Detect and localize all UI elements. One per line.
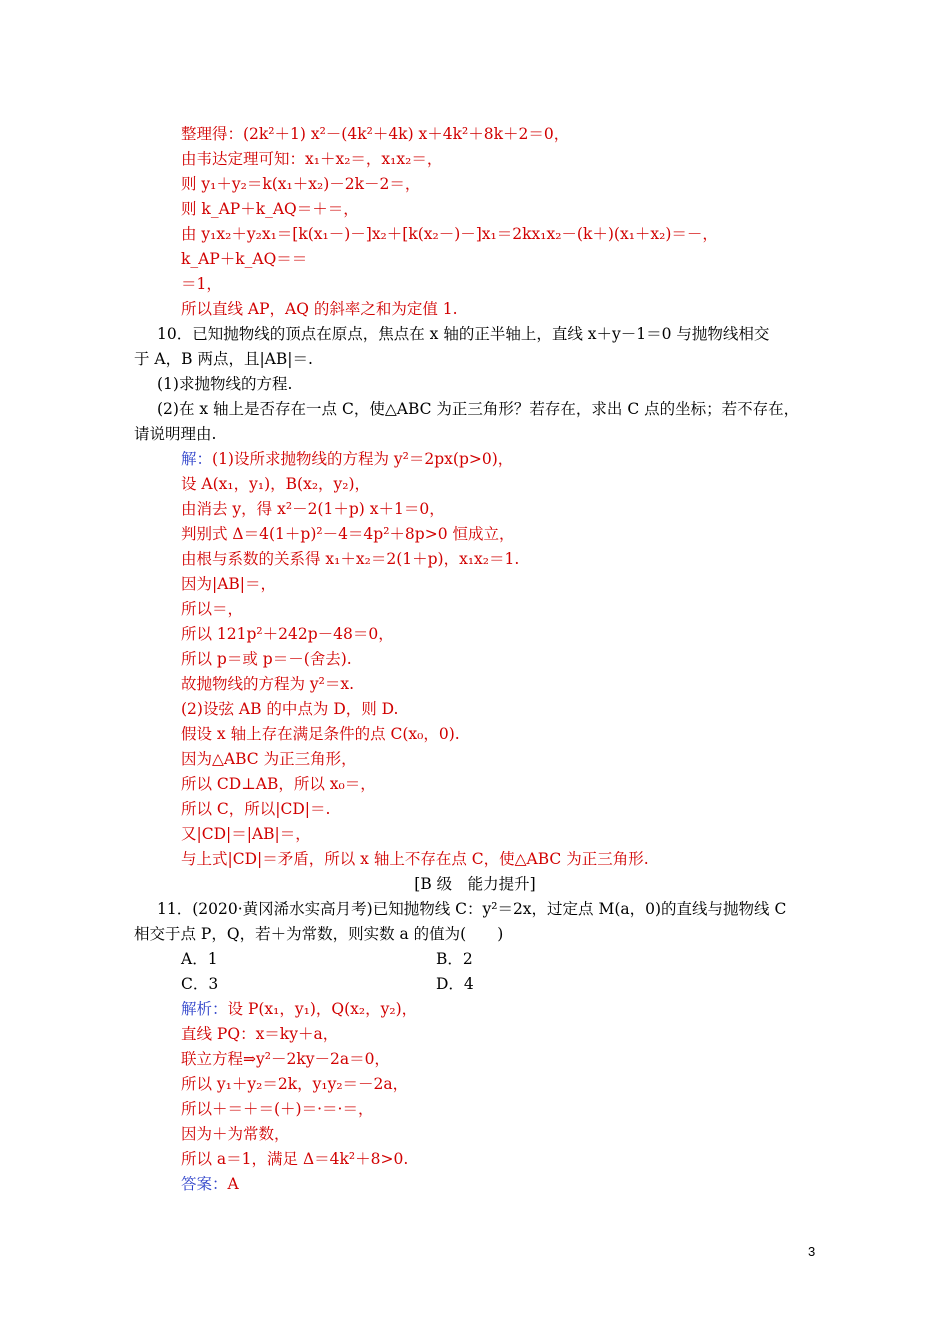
solution-line: 由 y₁x₂＋y₂x₁＝[k(x₁－)－]x₂＋[k(x₂－)－]x₁＝2kx₁x₂－(k＋)(x₁＋x₂)＝－， — [181, 225, 718, 243]
question-11-text: 11．(2020·黄冈浠水实高月考)已知抛物线 C：y²＝2x，过定点 M(a，0)的直线与抛物线 C — [157, 900, 787, 918]
solution-line: 判别式 Δ＝4(1＋p)²－4＝4p²＋8p>0 恒成立， — [181, 525, 515, 543]
solution-line: 所以＋＝＋＝(＋)＝·＝·＝， — [181, 1100, 374, 1118]
solution-line: 又|CD|＝|AB|＝， — [181, 825, 311, 843]
solution-line: 所以 121p²＋242p－48＝0， — [181, 625, 394, 643]
solution-line: 整理得：(2k²＋1) x²－(4k²＋4k) x＋4k²＋8k＋2＝0， — [181, 125, 570, 143]
solution-line: 则 y₁＋y₂＝k(x₁＋x₂)－2k－2＝， — [181, 175, 421, 193]
page-number: 3 — [808, 1244, 816, 1259]
solution-line: 所以 CD⊥AB，所以 x₀＝， — [181, 775, 376, 793]
solution-line: 设 P(x₁，y₁)，Q(x₂，y₂)， — [227, 1000, 418, 1018]
solution-line: 所以 C，所以|CD|＝. — [181, 800, 331, 818]
solution-label: 解： — [181, 450, 213, 468]
question-10-text-cont: 于 A，B 两点，且|AB|＝. — [134, 350, 313, 368]
solution-line: 联立方程⇒y²－2ky－2a＝0， — [181, 1050, 390, 1068]
answer-line — [181, 1174, 239, 1194]
solution-line: 因为△ABC 为正三角形， — [181, 750, 357, 768]
solution-line: 故抛物线的方程为 y²＝x. — [181, 675, 355, 693]
solution-line: k_AP＋k_AQ＝＝ — [181, 250, 308, 268]
question-10-part2-cont: 请说明理由. — [134, 425, 217, 443]
solution-line: 假设 x 轴上存在满足条件的点 C(x₀，0). — [181, 725, 460, 743]
analysis-label: 解析： — [181, 1000, 228, 1018]
question-10-part1: (1)求抛物线的方程. — [157, 375, 293, 393]
option-c: C．3 — [181, 975, 219, 993]
option-d: D．4 — [436, 975, 474, 993]
solution-line: 由韦达定理可知：x₁＋x₂＝，x₁x₂＝， — [181, 150, 443, 168]
solution-line: 则 k_AP＋k_AQ＝＋＝， — [181, 200, 359, 218]
solution-line: 由根与系数的关系得 x₁＋x₂＝2(1＋p)，x₁x₂＝1. — [181, 550, 520, 568]
answer-value: A — [227, 1175, 239, 1193]
solution-line: 直线 PQ：x＝ky＋a， — [181, 1025, 339, 1043]
solution-line: (1)设所求抛物线的方程为 y²＝2px(p>0)， — [212, 450, 514, 468]
solution-line: 设 A(x₁，y₁)，B(x₂，y₂)， — [181, 475, 371, 493]
solution-line: (2)设弦 AB 的中点为 D，则 D. — [181, 700, 399, 718]
solution-line: 因为＋为常数， — [181, 1125, 290, 1143]
solution-line: 所以 y₁＋y₂＝2k，y₁y₂＝－2a， — [181, 1075, 409, 1093]
solution-conclusion: 所以直线 AP，AQ 的斜率之和为定值 1. — [181, 300, 458, 318]
option-b: B．2 — [436, 950, 473, 968]
question-11-text-cont: 相交于点 P，Q，若＋为常数，则实数 a 的值为( ) — [134, 925, 504, 943]
solution-11-first-line — [181, 999, 417, 1019]
section-title: [B 级 能力提升] — [414, 875, 536, 893]
solution-line: 所以 p＝或 p＝－(舍去). — [181, 650, 352, 668]
question-10-text: 10．已知抛物线的顶点在原点，焦点在 x 轴的正半轴上，直线 x＋y－1＝0 与抛物线相交 — [157, 325, 770, 343]
solution-conclusion: 与上式|CD|＝矛盾，所以 x 轴上不存在点 C，使△ABC 为正三角形. — [181, 850, 649, 868]
answer-label: 答案： — [181, 1175, 228, 1193]
solution-line: 所以＝， — [181, 600, 244, 618]
solution-line: 由消去 y，得 x²－2(1＋p) x＋1＝0， — [181, 500, 445, 518]
option-a: A．1 — [181, 950, 218, 968]
solution-line: 因为|AB|＝， — [181, 575, 277, 593]
question-10-part2: (2)在 x 轴上是否存在一点 C，使△ABC 为正三角形？若存在，求出 C 点的坐标；若不存在， — [157, 400, 800, 418]
solution-line: 所以 a＝1，满足 Δ＝4k²＋8>0. — [181, 1150, 409, 1168]
solution-10-first-line — [181, 449, 513, 469]
solution-line: ＝1， — [181, 275, 222, 293]
